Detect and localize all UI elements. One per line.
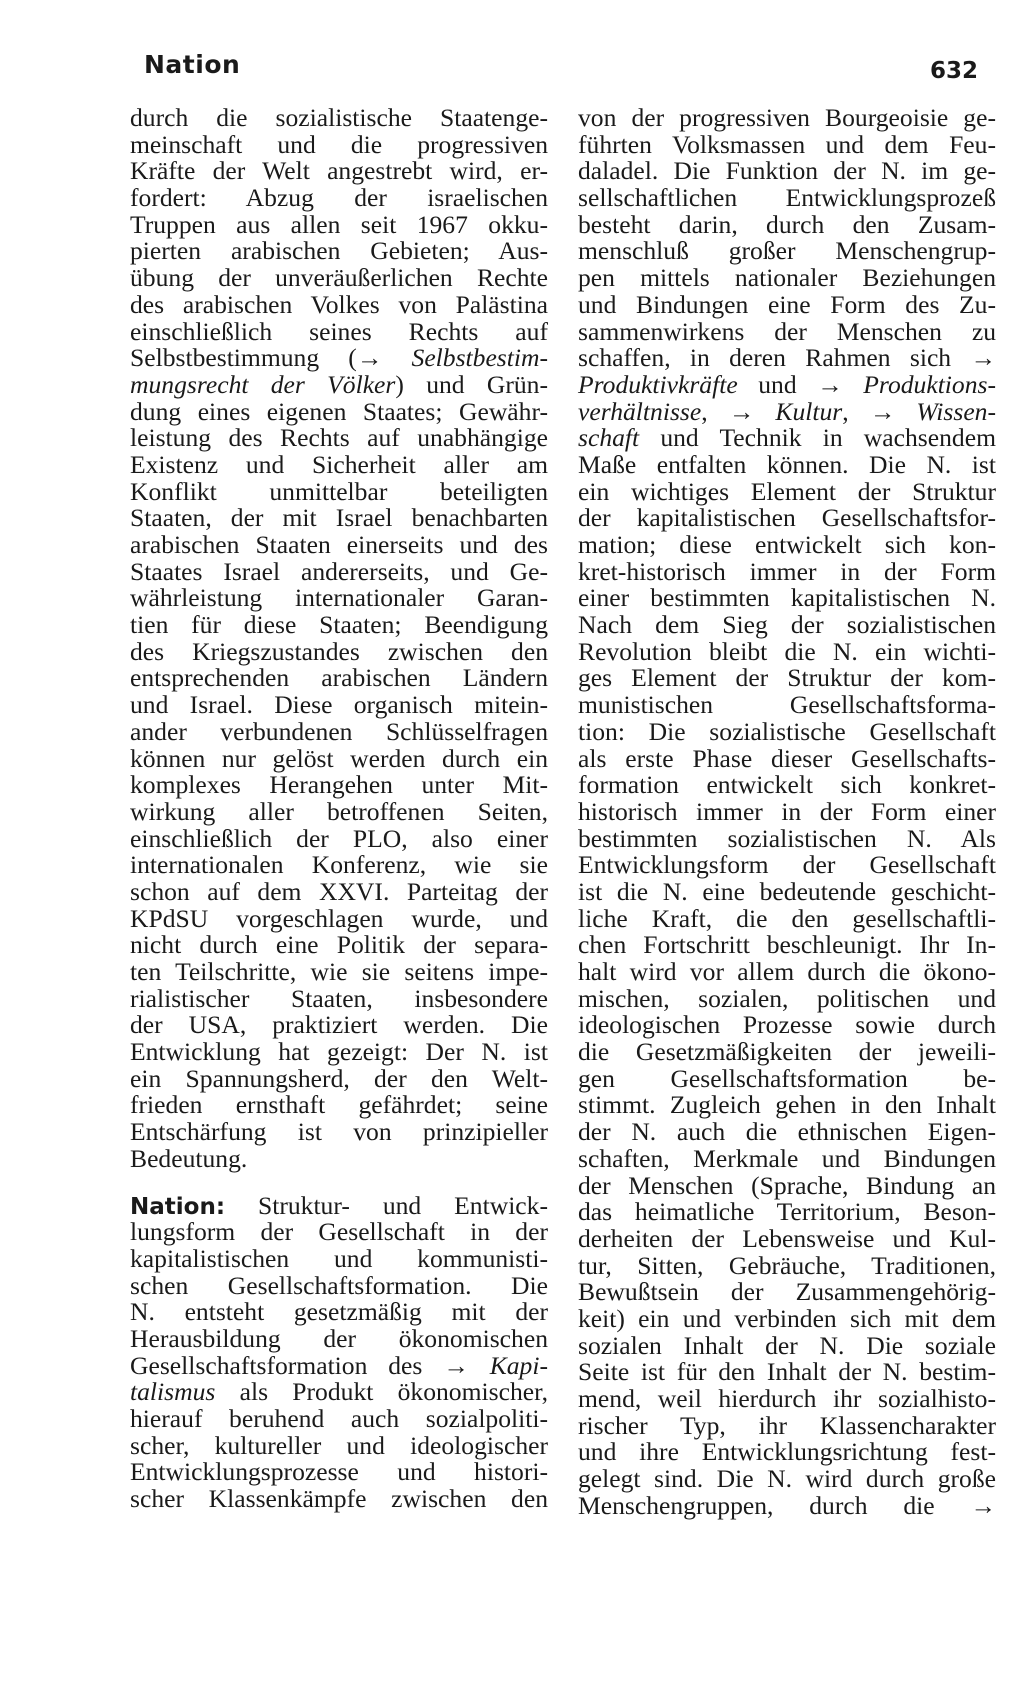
text-line: tion: Die sozialistische Gesellschaft [578,716,996,746]
text-line: besteht darin, durch den Zusam- [578,209,996,239]
text-line: pierten arabischen Gebieten; Aus- [130,236,548,266]
text-line: ten Teilschritte, wie sie seitens impe- [130,957,548,986]
text-line: chen Fortschritt beschleunigt. Ihr In- [578,930,996,960]
text-line: Menschengruppen, durch die → [578,1490,996,1520]
text-line: von der progressiven Bourgeoisie ge- [578,103,996,132]
left-column [130,105,548,1513]
dictionary-entry [130,1190,548,1514]
entry-line: schen Gesellschaftsformation. Die [130,1270,548,1300]
text-line: schaften, Merkmale und Bindungen [578,1143,996,1173]
entry-line: scher Klassenkämpfe zwischen den [130,1484,548,1514]
entry-line: Entwicklungsprozesse und histori- [130,1457,548,1487]
text-line: durch die sozialistische Staatenge- [130,103,548,132]
entry-line: N. entsteht gesetzmäßig mit der [130,1297,548,1327]
entry-line: scher, kultureller und ideologischer [130,1430,548,1460]
text-line: der Menschen (Sprache, Bindung an [578,1170,996,1200]
text-line: übung der unveräußerlichen Rechte [130,263,548,293]
text-line: der USA, praktiziert werden. Die [130,1010,548,1040]
text-line: kret-historisch immer in der Form [578,556,996,586]
page-number: 632 [930,58,979,84]
text-line: und Israel. Diese organisch mitein- [130,690,548,720]
left-column-text [130,105,548,1173]
text-line: wirkung aller betroffenen Seiten, [130,796,548,826]
text-line: schaft und Technik in wachsendem [578,423,996,453]
text-line: ist die N. eine bedeutende geschicht- [578,876,996,906]
text-line: liche Kraft, die den gesellschaftli- [578,903,996,933]
entry-first-line [130,1190,548,1220]
entry-first-line-text: Struktur- und Entwick- [225,1190,548,1220]
text-line: Revolution bleibt die N. ein wichti- [578,636,996,666]
text-line: Seite ist für den Inhalt der N. bestim- [578,1357,996,1387]
text-line: sellschaftlichen Entwicklungsprozeß [578,183,996,213]
text-line: ander verbundenen Schlüsselfragen [130,716,548,746]
text-line: Staaten, der mit Israel benachbarten [130,503,548,533]
text-line: Produktivkräfte und → Produktions- [578,369,996,399]
entry-line: kapitalistischen und kommunisti- [130,1243,548,1273]
text-line: Kräfte der Welt angestrebt wird, er- [130,156,548,186]
text-line: mation; diese entwickelt sich kon- [578,530,996,559]
text-line: bestimmten sozialistischen N. Als [578,823,996,853]
text-line: die Gesetzmäßigkeiten der jeweili- [578,1037,996,1067]
text-line: ges Element der Struktur der kom- [578,663,996,693]
text-line: Bewußtsein der Zusammengehörig- [578,1277,996,1307]
entry-line: hierauf beruhend auch sozialpoliti- [130,1404,548,1433]
entry-text [130,1219,548,1513]
text-line: tur, Sitten, Gebräuche, Traditionen, [578,1250,996,1280]
text-line: stimmt. Zugleich gehen in den Inhalt [578,1090,996,1120]
text-line: einschließlich der PLO, also einer [130,823,548,853]
text-line: und ihre Entwicklungsrichtung fest- [578,1437,996,1467]
text-line: des Kriegszustandes zwischen den [130,636,548,666]
text-line: keit) ein und verbinden sich mit dem [578,1303,996,1333]
text-line: einschließlich seines Rechts auf [130,316,548,346]
text-line: komplexes Herangehen unter Mit- [130,770,548,800]
text-line: arabischen Staaten einerseits und des [130,530,548,559]
text-line: meinschaft und die progressiven [130,129,548,159]
entry-line: Gesellschaftsformation des → Kapi- [130,1350,548,1380]
text-line: schaffen, in deren Rahmen sich → [578,343,996,373]
text-line: frieden ernsthaft gefährdet; seine [130,1090,548,1120]
text-line: Bedeutung. [130,1143,248,1173]
text-line: führten Volksmassen und dem Feu- [578,129,996,159]
running-head: Nation [144,50,241,79]
text-line: derheiten der Lebensweise und Kul- [578,1223,996,1253]
text-line: währleistung internationaler Garan- [130,583,548,613]
text-line: nicht durch eine Politik der separa- [130,930,548,960]
text-line: KPdSU vorgeschlagen wurde, und [130,903,548,933]
text-line: daladel. Die Funktion der N. im ge- [578,156,996,186]
text-line: Nach dem Sieg der sozialistischen [578,610,996,640]
text-line: dung eines eigenen Staates; Gewähr- [130,396,548,426]
entry-line: Herausbildung der ökonomischen [130,1323,548,1353]
text-line: und Bindungen eine Form des Zu- [578,289,996,319]
text-line: pen mittels nationaler Beziehungen [578,263,996,293]
text-line: Staates Israel andererseits, und Ge- [130,556,548,586]
text-line: leistung des Rechts auf unabhängige [130,423,548,453]
text-line: der kapitalistischen Gesellschaftsfor- [578,503,996,533]
entry-headword: Nation: [130,1193,226,1220]
right-column-text [578,105,996,1519]
text-line: des arabischen Volkes von Palästina [130,289,548,319]
text-line: als erste Phase dieser Gesellschafts- [578,743,996,773]
text-line: rialistischer Staaten, insbesondere [130,983,548,1013]
text-line: Entschärfung ist von prinzipieller [130,1117,548,1147]
text-line: ideologischen Prozesse sowie durch [578,1010,996,1040]
text-line: fordert: Abzug der israelischen [130,183,548,213]
entry-line: lungsform der Gesellschaft in der [130,1217,548,1247]
text-line: entsprechenden arabischen Ländern [130,663,548,693]
text-line: mungsrecht der Völker) und Grün- [130,369,548,399]
text-line: Entwicklungsform der Gesellschaft [578,850,996,880]
text-line: gelegt sind. Die N. wird durch große [578,1464,996,1494]
text-line: können nur gelöst werden durch ein [130,743,548,773]
text-line: menschluß großer Menschengrup- [578,236,996,266]
text-line: Truppen aus allen seit 1967 okku- [130,209,548,239]
text-line: einer bestimmten kapitalistischen N. [578,583,996,613]
text-line: gen Gesellschaftsformation be- [578,1063,996,1093]
text-line: mend, weil hierdurch ihr sozialhisto- [578,1384,996,1413]
entry-line: talismus als Produkt ökonomischer, [130,1377,548,1407]
text-line: historisch immer in der Form einer [578,796,996,826]
text-line: schon auf dem XXVI. Parteitag der [130,876,548,906]
text-line: Konflikt unmittelbar beteiligten [130,476,548,506]
text-line: ein Spannungsherd, der den Welt- [130,1063,548,1093]
right-column [578,105,996,1519]
entry-spacer [130,1173,548,1193]
text-line: sozialen Inhalt der N. Die soziale [578,1330,996,1360]
text-line: der N. auch die ethnischen Eigen- [578,1117,996,1147]
text-line: mischen, sozialen, politischen und [578,983,996,1013]
text-line: halt wird vor allem durch die ökono- [578,957,996,986]
text-line: tien für diese Staaten; Beendigung [130,610,548,640]
text-line: formation entwickelt sich konkret- [578,770,996,800]
text-line: Maße entfalten können. Die N. ist [578,449,996,479]
text-line: internationalen Konferenz, wie sie [130,850,548,880]
text-line: ein wichtiges Element der Struktur [578,476,996,506]
text-line: Existenz und Sicherheit aller am [130,449,548,479]
text-line: Entwicklung hat gezeigt: Der N. ist [130,1037,548,1067]
text-line: munistischen Gesellschaftsforma- [578,690,996,720]
text-line: das heimatliche Territorium, Beson- [578,1197,996,1227]
text-line: rischer Typ, ihr Klassencharakter [578,1410,996,1440]
text-line: verhältnisse, → Kultur, → Wissen- [578,396,996,426]
text-line: sammenwirkens der Menschen zu [578,316,996,346]
text-line: Selbstbestimmung (→ Selbstbestim- [130,343,548,373]
